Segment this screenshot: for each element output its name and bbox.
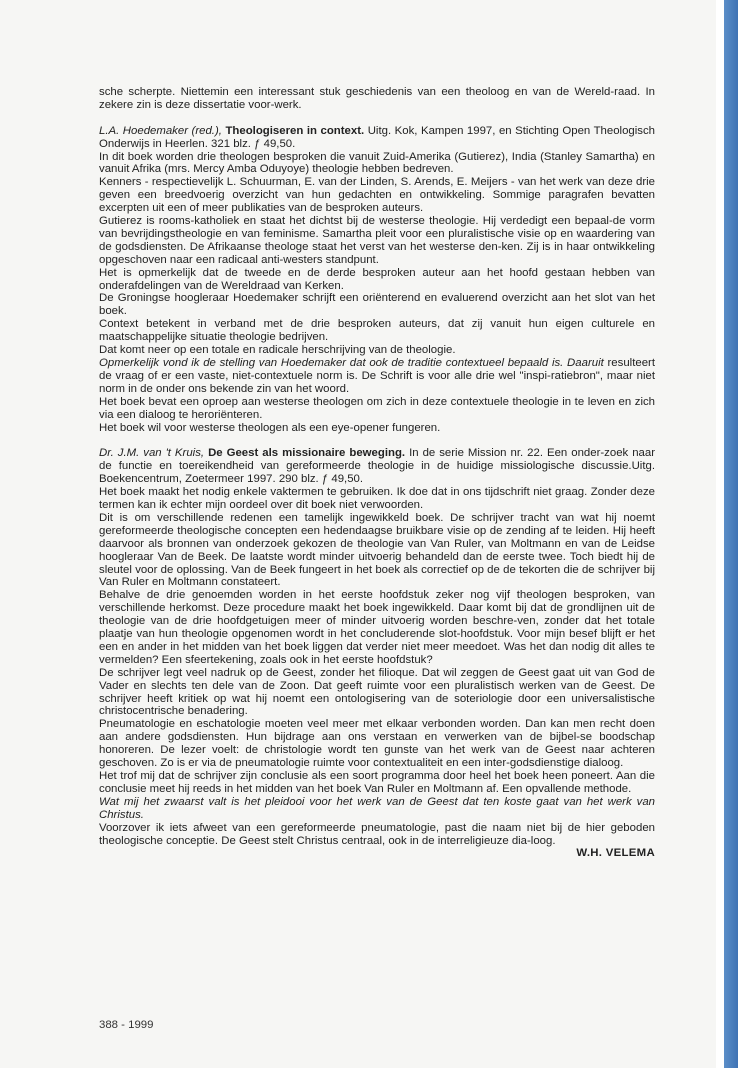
- review-title: Theologiseren in context.: [225, 124, 365, 137]
- review-paragraph: In dit boek worden drie theologen besproken die vanuit Zuid-Amerika (Gutierez), India (Stanley Samartha) en vanuit Afrika (mrs. Mercy Amba Oduyoye) theologie hebben bedreven.: [99, 150, 655, 176]
- review-paragraph: Pneumatologie en eschatologie moeten veel meer met elkaar verbonden worden. Dan kan men recht doen aan andere godsdiensten. Hun bijdrage aan ons verstaan en verwerken van de bijbel-se boodschap honoreren. De lezer voelt: de christologie wordt ten gunste van het werk van de Geest naar achteren geschoven. Zo is er via de pneumatologie ruimte voor contextualiteit en een inter-godsdienstige dialoog.: [99, 718, 655, 770]
- review-paragraph: Het trof mij dat de schrijver zijn conclusie als een soort programma door heel het boek heen poneert. Aan die conclusie meet hij reeds in het midden van het boek Van Ruler en Moltmann af. Een opvallende methode.: [99, 770, 655, 795]
- review-paragraph: Dat komt neer op een totale en radicale herschrijving van de theologie.: [99, 344, 456, 357]
- remark-text: resulteert de vraag of er een vaste, niet-contextuele norm is. De Schrift is voor alle drie wel "inspi-ratiebron", maar niet norm in de onder ons bekende zin van het woord.: [99, 357, 655, 395]
- review-remark: [99, 357, 655, 396]
- review-paragraph: Het is opmerkelijk dat de tweede en de derde besproken auteur aan het hoofd gestaan hebben van onderafdelingen van de Wereldraad van Kerken.: [99, 266, 655, 292]
- review-paragraph: Het boek wil voor westerse theologen als een eye-opener fungeren.: [99, 421, 441, 434]
- review-author: L.A. Hoedemaker (red.),: [99, 124, 222, 137]
- review-paragraph: Context betekent in verband met de drie besproken auteurs, dat zij vanuit hun eigen culturele en maatschappelijke situatie theologie bedrijven.: [99, 318, 655, 344]
- review-paragraph: Gutierez is rooms-katholiek en staat het dichtst bij de westerse theologie. Hij verdedigt een bepaal-de vorm van bevrijdingstheologie en van feminisme. Samartha pleit voor een pluralistische visie op en waardering van de godsdiensten. De Afrikaanse theologe staat het verst van het westerse den-ken. Zij is in haar ontwikkeling opgeschoven naar een radicaal anti-westers standpunt.: [99, 215, 655, 266]
- review-paragraph: Het boek maakt het nodig enkele vaktermen te gebruiken. Ik doe dat in ons tijdschrift niet graag. Zonder deze termen kan ik echter mijn oordeel over dit boek niet verwoorden.: [99, 486, 655, 511]
- review-paragraph: Kenners - respectievelijk L. Schuurman, E. van der Linden, S. Arends, E. Meijers - van het werk van deze drie geven een breedvoerig overzicht van hun gedachten en ontwikkeling. Sommige paragrafen bevatten excerpten uit een of meer publikaties van de besproken auteurs.: [99, 176, 655, 215]
- review-heading: [99, 447, 655, 486]
- review-title: De Geest als missionaire beweging.: [208, 447, 406, 460]
- review-paragraph: De schrijver legt veel nadruk op de Geest, zonder het filioque. Dat wil zeggen de Geest gaat uit van God de Vader en slechts ten dele van de Zoon. Dat geeft ruimte voor een pluralistisch werken van de Geest. De schrijver heeft kritiek op wat hij noemt een ontologisering van de soteriologie door een universalistische christocentrische benadering.: [99, 666, 655, 718]
- review-paragraph: Het boek bevat een oproep aan westerse theologen om zich in deze contextuele theologie in te leven en zich via een dialoog te heroriënteren.: [99, 395, 655, 421]
- page-margin: [716, 0, 724, 1068]
- review-paragraph: Behalve de drie genoemden worden in het eerste hoofdstuk zeker nog vijf theologen besproken, van verschillende herkomst. Deze procedure maakt het boek ingewikkeld. Daar komt bij dat de grondlijnen uit de theologie van de drie hoofdgetuigen meer of minder uitvoerig worden beschre-ven, zonder dat het totale plaatje van hun theologie opgenomen wordt in het concluderende slot-hoofdstuk. Voor mijn besef blijft er het een en ander in het midden van het boek liggen dat verder niet meer meedoet. Was het dan nodig dit alles te vermelden? Een sfeertekening, zoals ook in het eerste hoofdstuk?: [99, 589, 655, 666]
- remark-italic: Opmerkelijk vond ik de stelling van Hoedemaker dat ook de traditie contextueel bepaald is. Daaruit: [99, 357, 604, 370]
- review-paragraph: De Groningse hoogleraar Hoedemaker schrijft een oriënterend en evaluerend overzicht aan het slot van het boek.: [99, 292, 655, 318]
- review-publication: In de serie Mission nr. 22. Een onder-zoek naar de functie en toereikendheid van gereformeerde theologie in de huidige missiologische discussie.Uitg. Boekencentrum, Zoetermeer 1997. 290 blz. ƒ 49,50.: [99, 447, 656, 486]
- page-number: 388 - 1999: [99, 1019, 154, 1031]
- review-heading: [99, 125, 655, 151]
- review-publication: Uitg. Kok, Kampen 1997, en Stichting Open Theologisch Onderwijs in Heerlen. 321 blz. ƒ 49,50.: [99, 124, 655, 150]
- review-van-t-kruis: [99, 447, 655, 860]
- review-paragraph: Voorzover ik iets afweet van een gereformeerde pneumatologie, past die naam niet bij de hier geboden theologische conceptie. De Geest stelt Christus centraal, ook in de interreligieuze dia-loog.: [99, 821, 655, 847]
- review-author: Dr. J.M. van 't Kruis,: [99, 447, 205, 460]
- intro-paragraph: sche scherpte. Niettemin een interessant stuk geschiedenis van een theoloog en van de Wereld-raad. In zekere zin is deze dissertatie voor-werk.: [99, 86, 655, 111]
- page-edge-strip: [724, 0, 738, 1068]
- review-hoedemaker: [99, 125, 655, 435]
- article-body: [99, 86, 655, 860]
- review-italic-statement: Wat mij het zwaarst valt is het pleidooi voor het werk van de Geest dat ten koste gaat van het werk van Christus.: [99, 795, 655, 821]
- review-paragraph: Dit is om verschillende redenen een tamelijk ingewikkeld boek. De schrijver tracht van wat hij noemt gereformeerde theologische concepten een hedendaagse bruikbare visie op de zending af te leiden. Hij heeft daarvoor als bronnen van onderzoek gekozen de theologie van Van Ruler, van Moltmann en van de Leidse hoogleraar Van de Beek. De laatste wordt minder uitvoerig behandeld dan de eerste twee. Toch biedt hij de sleutel voor de oplossing. Van de Beek fungeert in het boek als correctief op de de tekorten die de schrijver bij Van Ruler en Moltmann constateert.: [99, 511, 655, 589]
- reviewer-signature: W.H. VELEMA: [576, 847, 655, 860]
